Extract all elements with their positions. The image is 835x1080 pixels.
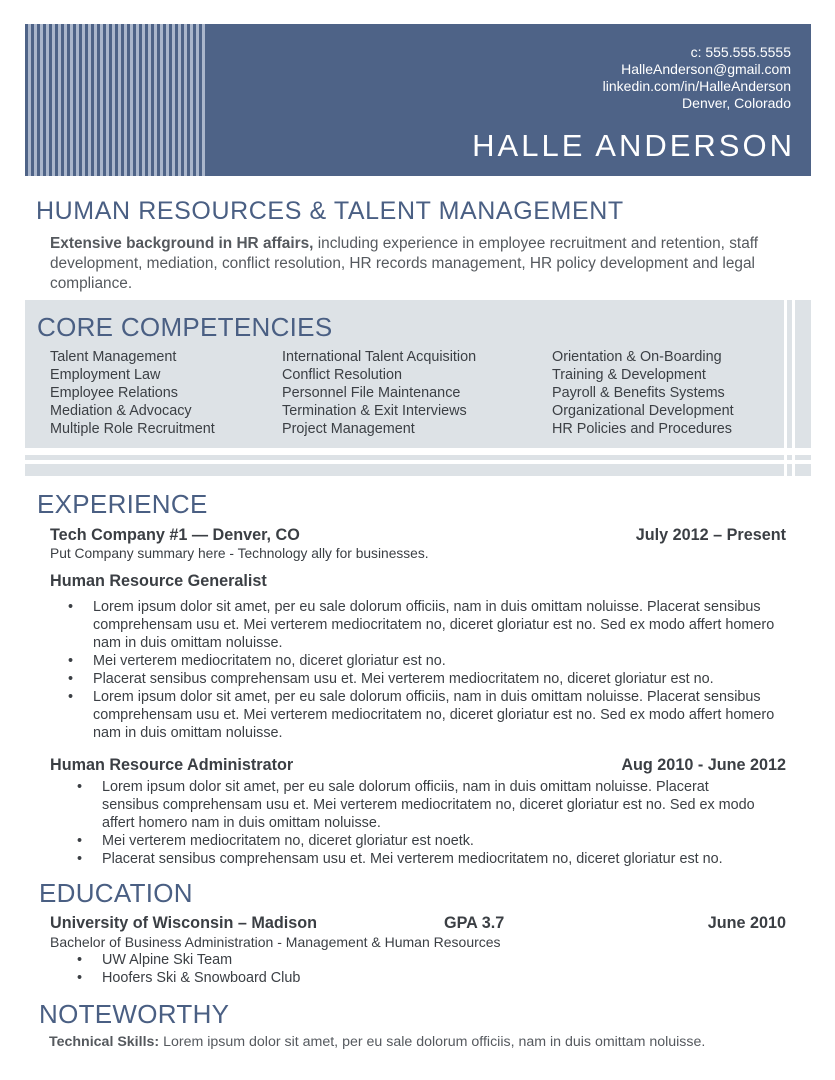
resume-title: HUMAN RESOURCES & TALENT MANAGEMENT: [36, 197, 624, 225]
contact-phone: c: 555.555.5555: [690, 44, 791, 60]
competencies-column-2: [282, 348, 476, 438]
role-title: Human Resource Administrator: [50, 756, 294, 774]
competency-item: HR Policies and Procedures: [552, 421, 732, 437]
contact-info: [603, 44, 791, 112]
degree: Bachelor of Business Administration - Management & Human Resources: [50, 934, 501, 950]
summary-rest: including experience in employee recruitment and retention, staff development, mediation, conflict resolution, HR records management, HR policy development and legal compliance.: [50, 235, 759, 292]
role-title: Human Resource Generalist: [50, 572, 267, 590]
competencies-heading: CORE COMPETENCIES: [37, 312, 333, 342]
competency-item: Multiple Role Recruitment: [50, 421, 215, 437]
list-item: • Lorem ipsum dolor sit amet, per eu sale dolorum officiis, nam in duis omittam noluisse. Placerat sensibus comprehensam usu et. Mei verterem mediocritatem no, diceret gloriatur est no. Sed ex modo affert homero nam in duis omittam noluisse.: [93, 598, 793, 652]
education-bullets: [102, 951, 502, 987]
competency-item: International Talent Acquisition: [282, 349, 477, 365]
technical-skills: [49, 1034, 705, 1050]
header-banner: [25, 24, 811, 176]
list-item: • UW Alpine Ski Team: [102, 951, 502, 969]
summary-paragraph: [50, 234, 790, 294]
competency-item: Project Management: [282, 421, 415, 437]
company-dates: July 2012 – Present: [635, 526, 786, 544]
competency-item: Personnel File Maintenance: [282, 385, 461, 401]
competency-item: Employee Relations: [50, 385, 178, 401]
company-summary: Put Company summary here - Technology ally for businesses.: [50, 546, 429, 561]
list-item: • Placerat sensibus comprehensam usu et. Mei verterem mediocritatem no, diceret gloriatur est no.: [102, 850, 757, 868]
noteworthy-heading: NOTEWORTHY: [39, 999, 230, 1029]
role-bullets: [102, 778, 757, 868]
competency-item: Talent Management: [50, 349, 177, 365]
education-heading: EDUCATION: [39, 878, 193, 908]
contact-location: Denver, Colorado: [682, 95, 791, 111]
role-dates: Aug 2010 - June 2012: [621, 756, 786, 774]
summary-bold: Extensive background in HR affairs,: [50, 235, 314, 252]
list-item: • Hoofers Ski & Snowboard Club: [102, 969, 502, 987]
experience-heading: EXPERIENCE: [37, 489, 208, 519]
competencies-column-3: [552, 348, 734, 438]
competency-item: Training & Development: [552, 367, 706, 383]
competencies-column-1: [50, 348, 215, 438]
competency-item: Employment Law: [50, 367, 161, 383]
list-item: • Placerat sensibus comprehensam usu et. Mei verterem mediocritatem no, diceret gloriatur est no.: [93, 670, 793, 688]
band-strip-lower: [25, 464, 811, 476]
competency-item: Payroll & Benefits Systems: [552, 385, 725, 401]
competency-item: Mediation & Advocacy: [50, 403, 192, 419]
list-item: • Lorem ipsum dolor sit amet, per eu sale dolorum officiis, nam in duis omittam noluisse. Placerat sensibus comprehensam usu et. Mei verterem mediocritatem no, diceret gloriatur est no. Sed ex modo affert homero nam in duis omittam noluisse.: [93, 688, 793, 742]
competency-item: Orientation & On-Boarding: [552, 349, 722, 365]
stripe-decoration: [25, 24, 207, 176]
technical-skills-text: Lorem ipsum dolor sit amet, per eu sale dolorum officiis, nam in duis omittam noluisse.: [159, 1034, 706, 1050]
competency-item: Conflict Resolution: [282, 367, 402, 383]
role-bullets: [93, 598, 793, 742]
candidate-name: HALLE ANDERSON: [472, 128, 795, 163]
contact-email[interactable]: HalleAnderson@gmail.com: [621, 61, 791, 77]
school-name: University of Wisconsin – Madison: [50, 914, 317, 932]
list-item: • Lorem ipsum dolor sit amet, per eu sale dolorum officiis, nam in duis omittam noluisse. Placerat sensibus comprehensam usu et. Mei verterem mediocritatem no, diceret gloriatur est no. Sed ex modo affert homero nam in duis omittam noluisse.: [102, 778, 757, 832]
competency-item: Termination & Exit Interviews: [282, 403, 467, 419]
company-name: Tech Company #1 — Denver, CO: [50, 526, 300, 544]
gpa: GPA 3.7: [444, 914, 505, 932]
technical-skills-label: Technical Skills:: [49, 1034, 160, 1050]
graduation-date: June 2010: [707, 914, 786, 932]
competency-item: Organizational Development: [552, 403, 734, 419]
band-divider: [792, 300, 795, 476]
contact-linkedin[interactable]: linkedin.com/in/HalleAnderson: [602, 78, 791, 94]
band-divider: [784, 300, 787, 476]
band-strip: [25, 455, 811, 460]
list-item: • Mei verterem mediocritatem no, diceret gloriatur est noetk.: [102, 832, 757, 850]
list-item: • Mei verterem mediocritatem no, diceret gloriatur est no.: [93, 652, 793, 670]
